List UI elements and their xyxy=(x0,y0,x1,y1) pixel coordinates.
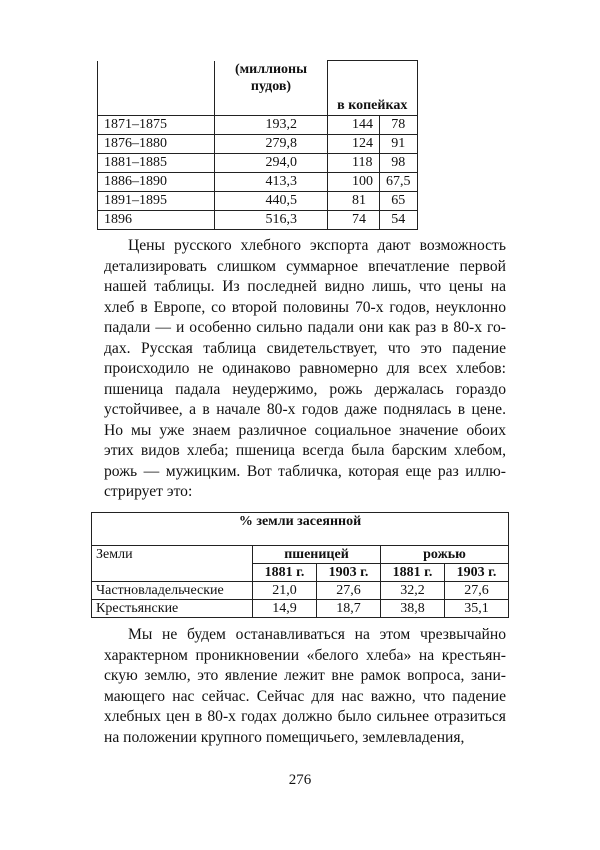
year-header: 1903 г. xyxy=(317,564,381,582)
text-line: происходило не одинаково равномерно для всех хлебов: xyxy=(104,360,506,377)
page-number: 276 xyxy=(288,772,312,788)
table-row xyxy=(98,173,418,192)
table-row xyxy=(92,582,509,600)
table-cell: 74 xyxy=(328,211,380,230)
text-line: мающего нас сейчас. Сейчас для нас важно, что падение xyxy=(104,687,506,705)
header-prices: в копейках xyxy=(328,61,418,116)
table-cell: 78 xyxy=(380,116,418,135)
table-cell: Частновладельческие xyxy=(92,582,253,600)
year-header: 1881 г. xyxy=(381,564,445,582)
text-line: детализировать слишком суммарное впечатление первой xyxy=(104,257,506,275)
table-cell: 67,5 xyxy=(380,173,418,192)
table-row xyxy=(98,116,418,135)
text-line: Мы не будем останавливаться на этом чрезвычайно xyxy=(128,626,506,643)
text-line: пшеница падала неудержимо, рожь держалась гораздо xyxy=(104,380,506,398)
table-cell: 193,2 xyxy=(215,116,328,135)
text-line: стрирует это: xyxy=(104,483,193,500)
table-row xyxy=(92,600,509,618)
row-header: Земли xyxy=(92,546,253,582)
text-line: падали — и особенно сильно падали они как раз в 80-х го- xyxy=(104,319,506,336)
year-header: 1881 г. xyxy=(253,564,317,582)
header-volume-line2: пудов) xyxy=(250,78,292,94)
table-cell: 1881–1885 xyxy=(98,154,215,173)
year-header: 1903 г. xyxy=(445,564,509,582)
sown-land-table xyxy=(91,512,509,618)
table-cell: 440,5 xyxy=(215,192,328,211)
table-cell: 65 xyxy=(380,192,418,211)
group-wheat: пшеницей xyxy=(253,546,381,564)
table-cell: 279,8 xyxy=(215,135,328,154)
table-cell: 516,3 xyxy=(215,211,328,230)
text-line: Но мы уже знаем различное социальное значение обоих xyxy=(104,421,506,439)
table-row xyxy=(98,154,418,173)
table-cell: 98 xyxy=(380,154,418,173)
table-cell: Крестьянские xyxy=(92,600,253,618)
table-cell: 1896 xyxy=(98,211,215,230)
text-line: рожь — мужицким. Вот табличка, которая еще раз иллю- xyxy=(104,462,506,480)
table-cell: 21,0 xyxy=(253,582,317,600)
text-line: нашей таблицы. Из последней видно лишь, что цены на xyxy=(104,278,506,295)
table-cell: 144 xyxy=(328,116,380,135)
table-row xyxy=(98,211,418,230)
table-cell: 1886–1890 xyxy=(98,173,215,192)
paragraph-1 xyxy=(104,236,506,503)
group-rye: рожью xyxy=(381,546,509,564)
export-prices-table xyxy=(97,60,418,230)
header-empty xyxy=(98,61,215,116)
table-cell: 1876–1880 xyxy=(98,135,215,154)
text-line: на положении крупного помещичьего, землевладения, xyxy=(104,728,465,746)
table-cell: 18,7 xyxy=(317,600,381,618)
text-line: скую землю, это явление лежит вне рамок вопроса, зани- xyxy=(104,667,506,684)
table2-title: % земли засеянной xyxy=(92,513,509,546)
text-line: хлеб в Европе, со второй половины 70-х годов, неуклонно xyxy=(104,298,506,316)
text-line: этих видов хлеба; пшеница всегда была барским хлебом, xyxy=(104,442,506,459)
paragraph-2 xyxy=(104,625,506,748)
header-volume xyxy=(215,61,328,116)
table-row xyxy=(98,135,418,154)
table-cell: 413,3 xyxy=(215,173,328,192)
header-volume-line1: (миллионы xyxy=(234,61,308,77)
table-cell: 124 xyxy=(328,135,380,154)
table-cell: 35,1 xyxy=(445,600,509,618)
table-cell: 1871–1875 xyxy=(98,116,215,135)
table-cell: 32,2 xyxy=(381,582,445,600)
table-cell: 118 xyxy=(328,154,380,173)
text-line: дах. Русская таблица свидетельствует, что это падение xyxy=(104,339,506,357)
text-line: хлебных цен в 80-х годах должно было сильнее отразиться xyxy=(104,708,506,725)
table-cell: 27,6 xyxy=(445,582,509,600)
text-line: характерном проникновении «белого хлеба» на крестьян- xyxy=(104,646,506,664)
table-cell: 294,0 xyxy=(215,154,328,173)
table-row xyxy=(98,192,418,211)
table-cell: 100 xyxy=(328,173,380,192)
table-cell: 81 xyxy=(328,192,380,211)
text-line: устойчивее, а в начале 80-х годов даже поднялась в цене. xyxy=(104,401,506,418)
table-cell: 27,6 xyxy=(317,582,381,600)
table-cell: 14,9 xyxy=(253,600,317,618)
table-cell: 38,8 xyxy=(381,600,445,618)
text-line: Цены русского хлебного экспорта дают возможность xyxy=(128,237,506,254)
table-cell: 91 xyxy=(380,135,418,154)
table-cell: 1891–1895 xyxy=(98,192,215,211)
table-cell: 54 xyxy=(380,211,418,230)
